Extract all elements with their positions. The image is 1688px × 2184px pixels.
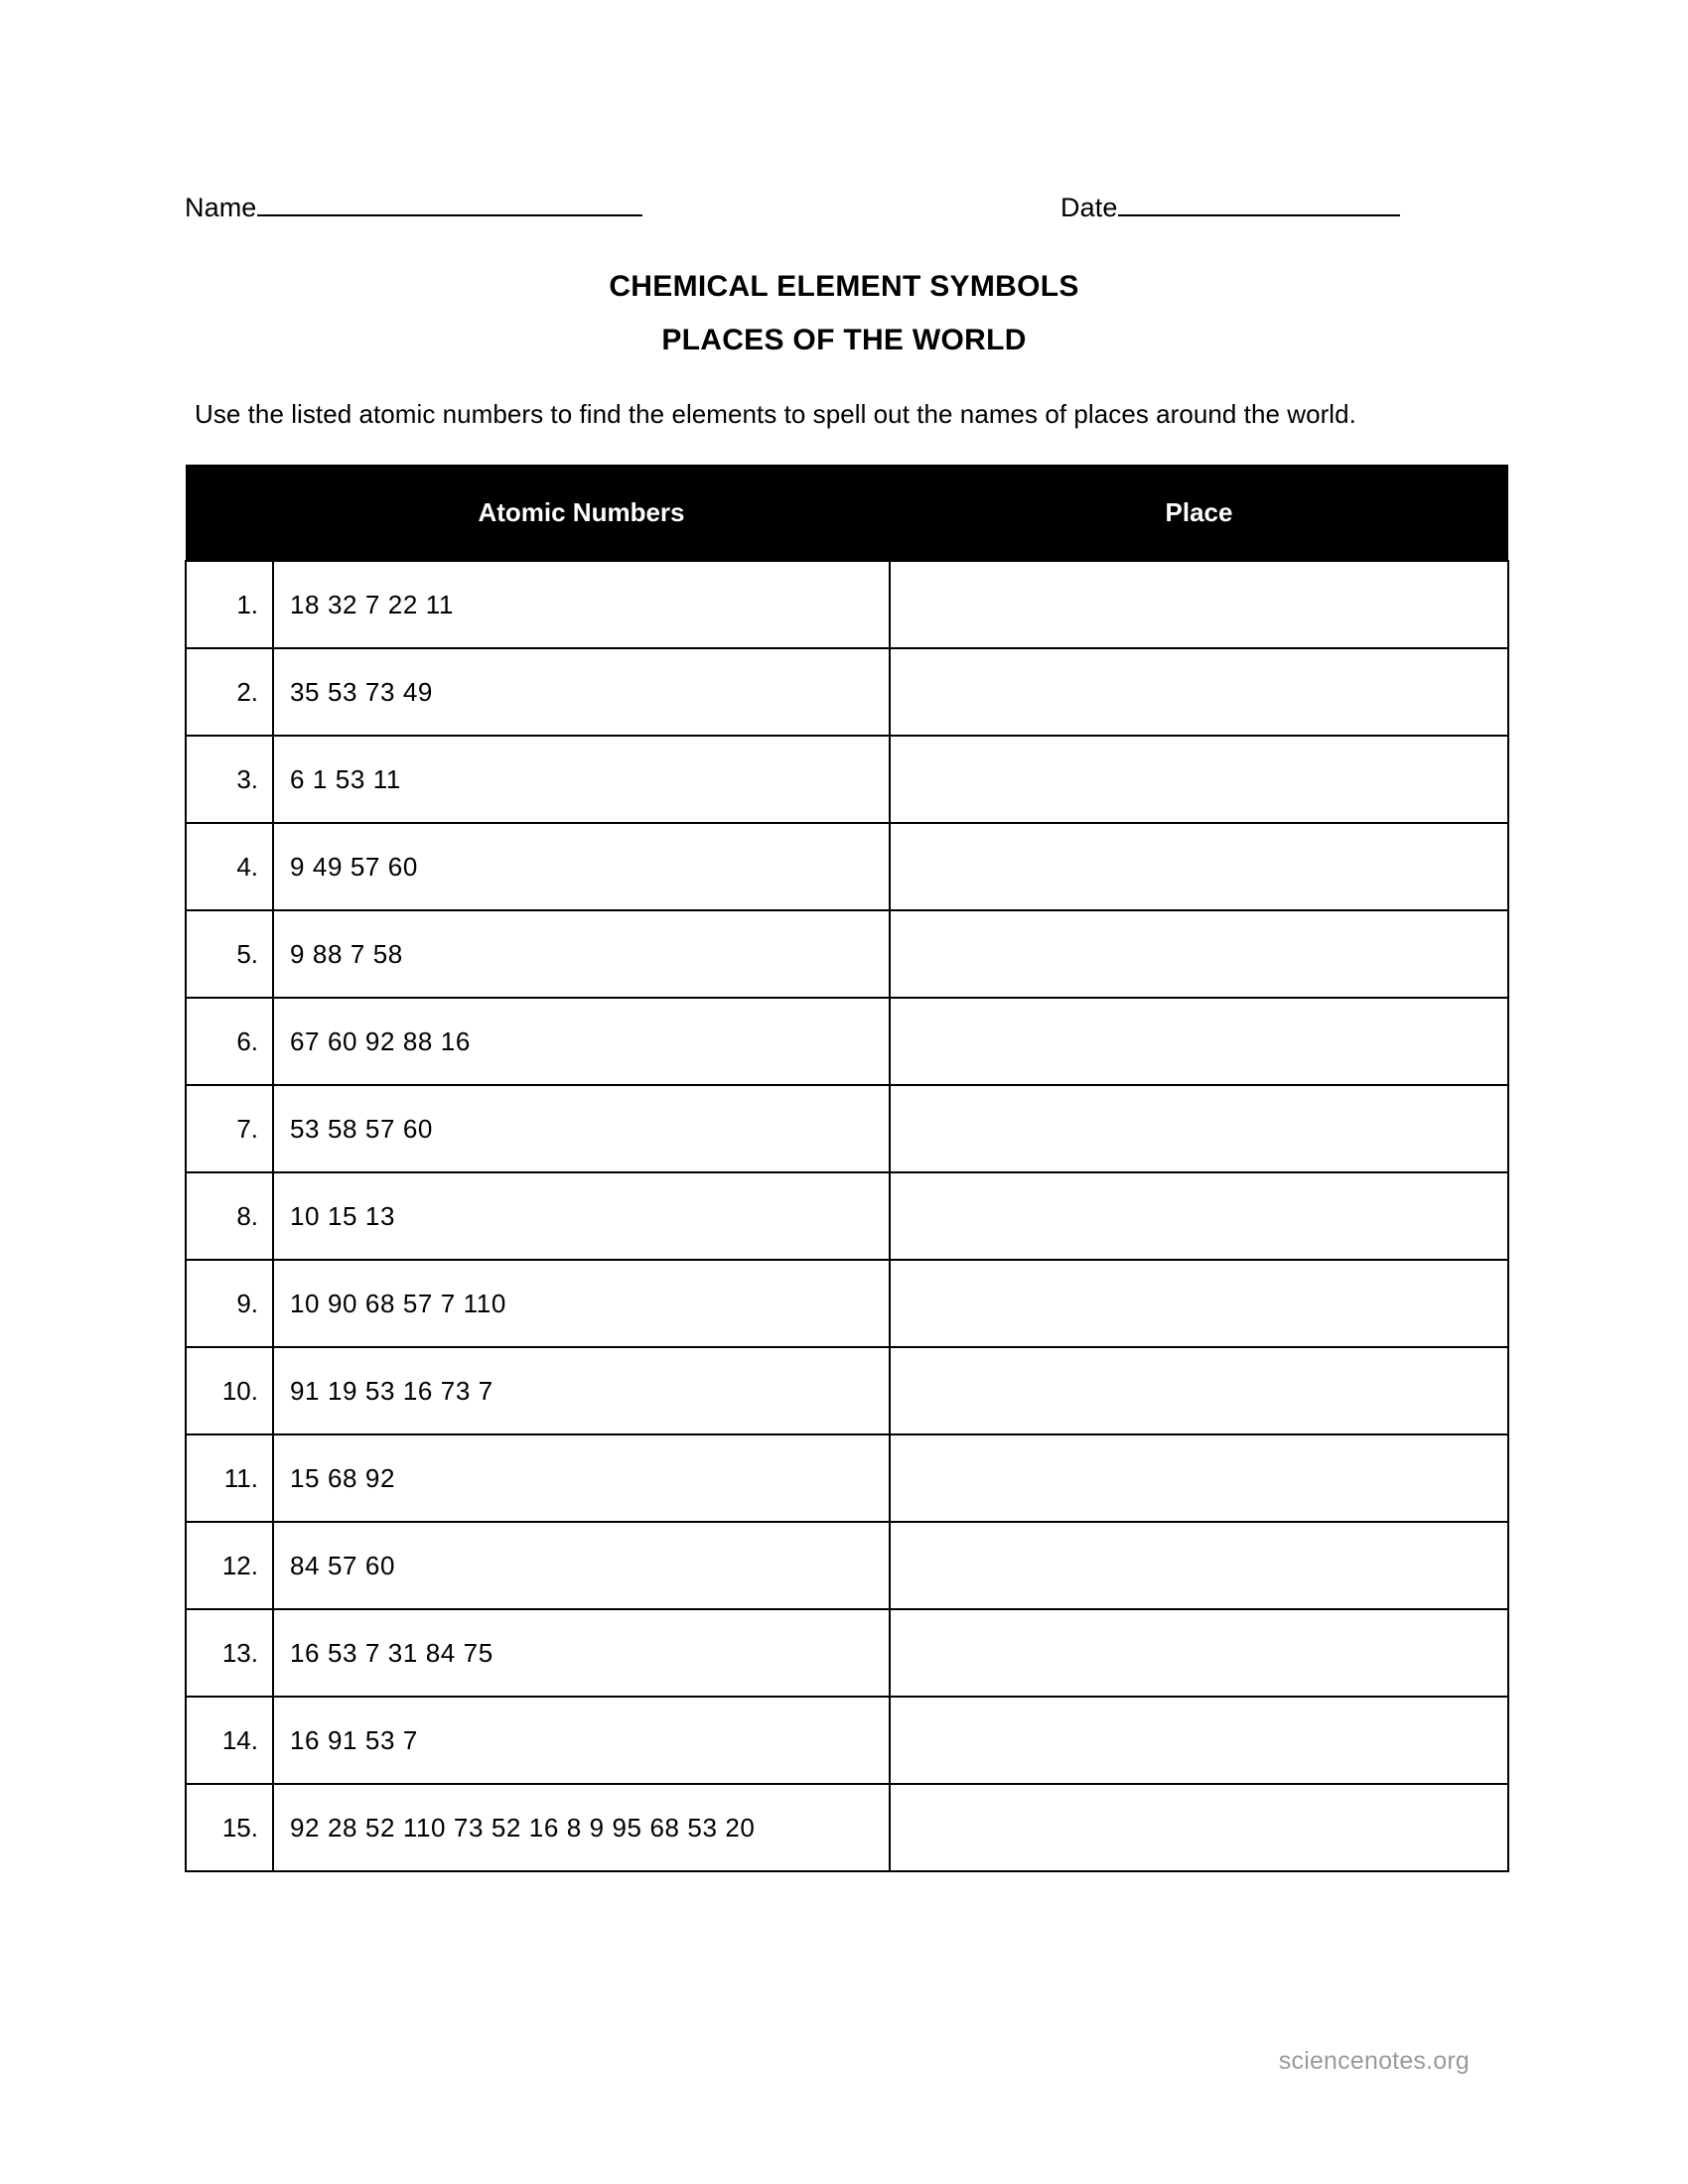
name-label: Name <box>185 193 257 222</box>
date-label: Date <box>1060 193 1118 222</box>
row-number: 11. <box>186 1434 273 1522</box>
table-row <box>186 648 1508 736</box>
row-number: 1. <box>186 561 273 648</box>
atomic-numbers-cell: 84 57 60 <box>273 1522 890 1609</box>
name-write-in-line[interactable] <box>257 193 642 216</box>
atomic-numbers-cell: 16 91 53 7 <box>273 1697 890 1784</box>
name-date-row <box>185 191 1505 236</box>
table-row <box>186 1784 1508 1871</box>
row-number: 6. <box>186 998 273 1085</box>
table-row <box>186 823 1508 910</box>
atomic-numbers-cell: 15 68 92 <box>273 1434 890 1522</box>
row-number: 9. <box>186 1260 273 1347</box>
place-answer-cell[interactable] <box>890 1347 1508 1434</box>
table-body <box>186 561 1508 1871</box>
atomic-numbers-cell: 16 53 7 31 84 75 <box>273 1609 890 1697</box>
place-answer-cell[interactable] <box>890 1085 1508 1172</box>
row-number: 8. <box>186 1172 273 1260</box>
place-answer-cell[interactable] <box>890 736 1508 823</box>
table-header <box>186 465 1508 561</box>
atomic-numbers-cell: 67 60 92 88 16 <box>273 998 890 1085</box>
place-answer-cell[interactable] <box>890 648 1508 736</box>
place-answer-cell[interactable] <box>890 1784 1508 1871</box>
date-field-group <box>1060 191 1400 224</box>
table-row <box>186 1522 1508 1609</box>
row-number: 14. <box>186 1697 273 1784</box>
table-row <box>186 1609 1508 1697</box>
place-answer-cell[interactable] <box>890 561 1508 648</box>
column-header-number <box>186 465 273 561</box>
table-row <box>186 1697 1508 1784</box>
place-answer-cell[interactable] <box>890 910 1508 998</box>
column-header-place: Place <box>890 465 1508 561</box>
table-row <box>186 1085 1508 1172</box>
atomic-numbers-cell: 6 1 53 11 <box>273 736 890 823</box>
page-title: CHEMICAL ELEMENT SYMBOLS <box>609 270 1079 303</box>
table-row <box>186 561 1508 648</box>
atomic-numbers-cell: 35 53 73 49 <box>273 648 890 736</box>
atomic-numbers-cell: 9 88 7 58 <box>273 910 890 998</box>
row-number: 13. <box>186 1609 273 1697</box>
place-answer-cell[interactable] <box>890 1434 1508 1522</box>
worksheet-table <box>185 465 1509 1872</box>
place-answer-cell[interactable] <box>890 1609 1508 1697</box>
row-number: 4. <box>186 823 273 910</box>
table-row <box>186 1434 1508 1522</box>
table-row <box>186 1347 1508 1434</box>
site-credit: sciencenotes.org <box>1278 2047 1470 2075</box>
place-answer-cell[interactable] <box>890 1522 1508 1609</box>
page-subtitle: PLACES OF THE WORLD <box>661 324 1027 356</box>
atomic-numbers-cell: 10 90 68 57 7 110 <box>273 1260 890 1347</box>
table-row <box>186 998 1508 1085</box>
row-number: 15. <box>186 1784 273 1871</box>
date-write-in-line[interactable] <box>1118 193 1400 216</box>
atomic-numbers-cell: 53 58 57 60 <box>273 1085 890 1172</box>
place-answer-cell[interactable] <box>890 1172 1508 1260</box>
row-number: 5. <box>186 910 273 998</box>
table-row <box>186 1172 1508 1260</box>
table-row <box>186 736 1508 823</box>
row-number: 2. <box>186 648 273 736</box>
atomic-numbers-cell: 9 49 57 60 <box>273 823 890 910</box>
instructions-text: Use the listed atomic numbers to find the elements to spell out the names of places around the world. <box>195 399 1356 429</box>
table-row <box>186 1260 1508 1347</box>
row-number: 12. <box>186 1522 273 1609</box>
table-header-row <box>186 465 1508 561</box>
row-number: 7. <box>186 1085 273 1172</box>
table-row <box>186 910 1508 998</box>
place-answer-cell[interactable] <box>890 1697 1508 1784</box>
name-field-group <box>185 191 642 224</box>
atomic-numbers-cell: 18 32 7 22 11 <box>273 561 890 648</box>
place-answer-cell[interactable] <box>890 823 1508 910</box>
atomic-numbers-cell: 92 28 52 110 73 52 16 8 9 95 68 53 20 <box>273 1784 890 1871</box>
column-header-atomic-numbers: Atomic Numbers <box>273 465 890 561</box>
place-answer-cell[interactable] <box>890 1260 1508 1347</box>
row-number: 10. <box>186 1347 273 1434</box>
atomic-numbers-cell: 91 19 53 16 73 7 <box>273 1347 890 1434</box>
atomic-numbers-cell: 10 15 13 <box>273 1172 890 1260</box>
place-answer-cell[interactable] <box>890 998 1508 1085</box>
row-number: 3. <box>186 736 273 823</box>
